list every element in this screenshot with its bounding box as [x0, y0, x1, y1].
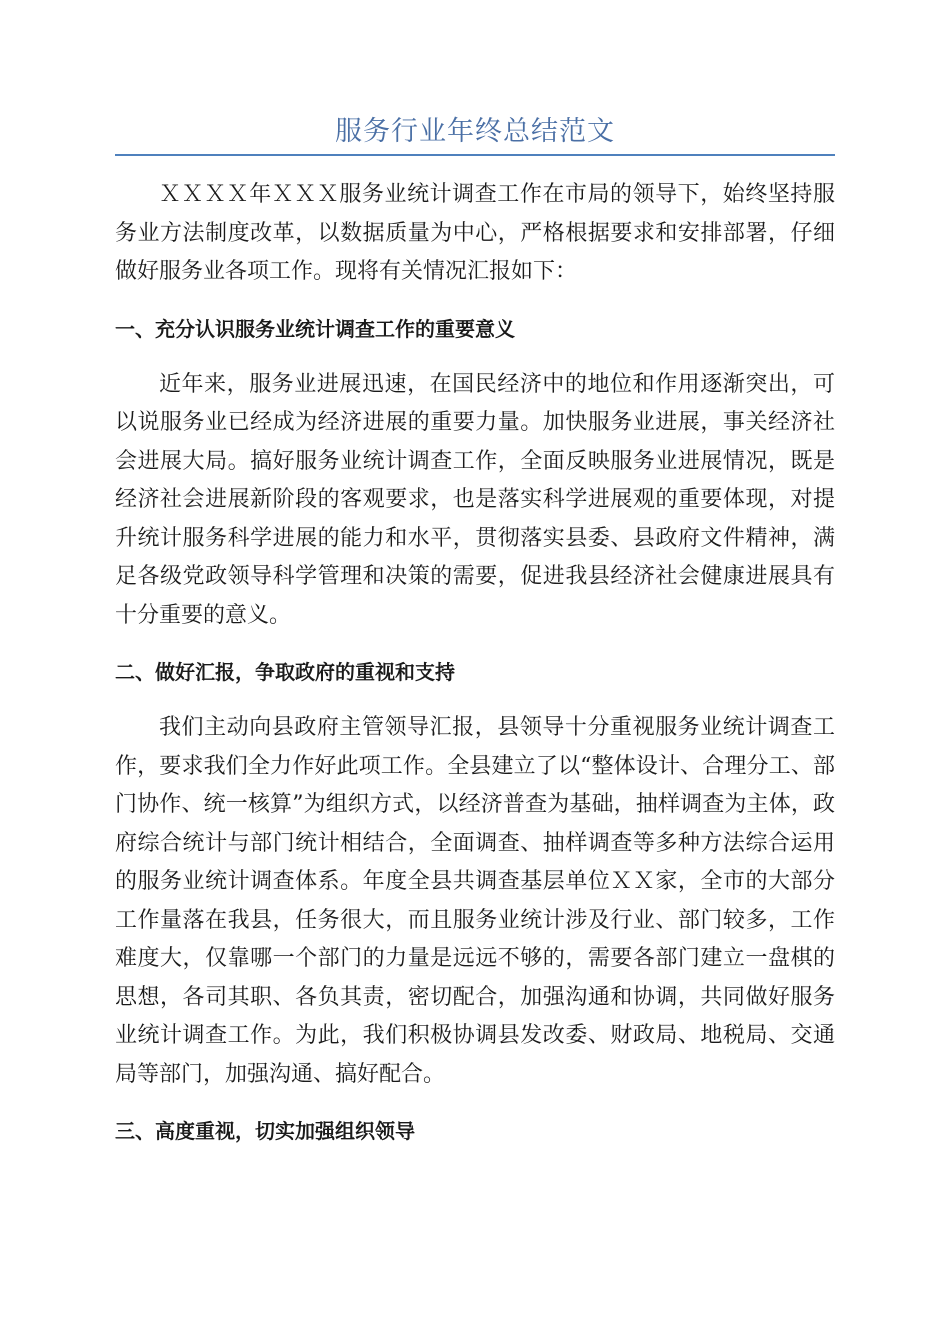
- document-page: [115, 110, 835, 1168]
- section-1-paragraph: 近年来，服务业进展迅速，在国民经济中的地位和作用逐渐突出，可以说服务业已经成为经济进展的重要力量。加快服务业进展，事关经济社会进展大局。搞好服务业统计调查工作，全面反映服务业进展情况，既是经济社会进展新阶段的客观要求，也是落实科学进展观的重要体现，对提升统计服务科学进展的能力和水平，贯彻落实县委、县政府文件精神，满足各级党政领导科学管理和决策的需要，促进我县经济社会健康进展具有十分重要的意义。: [115, 371, 835, 628]
- title-underline: [115, 154, 835, 156]
- section-2-heading: 二、做好汇报，争取政府的重视和支持: [115, 660, 455, 684]
- section-2-paragraph: 我们主动向县政府主管领导汇报，县领导十分重视服务业统计调查工作，要求我们全力作好此项工作。全县建立了以“整体设计、合理分工、部门协作、统一核算”为组织方式，以经济普查为基础，抽样调查为主体，政府综合统计与部门统计相结合，全面调查、抽样调查等多种方法综合运用的服务业统计调查体系。年度全县共调查基层单位ＸＸ家，全市的大部分工作量落在我县，任务很大，而且服务业统计涉及行业、部门较多，工作难度大，仅靠哪一个部门的力量是远远不够的，需要各部门建立一盘棋的思想，各司其职、各负其责，密切配合，加强沟通和协调，共同做好服务业统计调查工作。为此，我们积极协调县发改委、财政局、地税局、交通局等部门，加强沟通、搞好配合。: [115, 715, 835, 1087]
- section-3-heading: 三、高度重视，切实加强组织领导: [115, 1119, 415, 1143]
- intro-paragraph: ＸＸＸＸ年ＸＸＸ服务业统计调查工作在市局的领导下，始终坚持服务业方法制度改革，以数据质量为中心，严格根据要求和安排部署，仔细做好服务业各项工作。现将有关情况汇报如下：: [115, 182, 835, 284]
- section-1-heading: 一、充分认识服务业统计调查工作的重要意义: [115, 316, 515, 341]
- document-title: 服务行业年终总结范文: [335, 116, 615, 147]
